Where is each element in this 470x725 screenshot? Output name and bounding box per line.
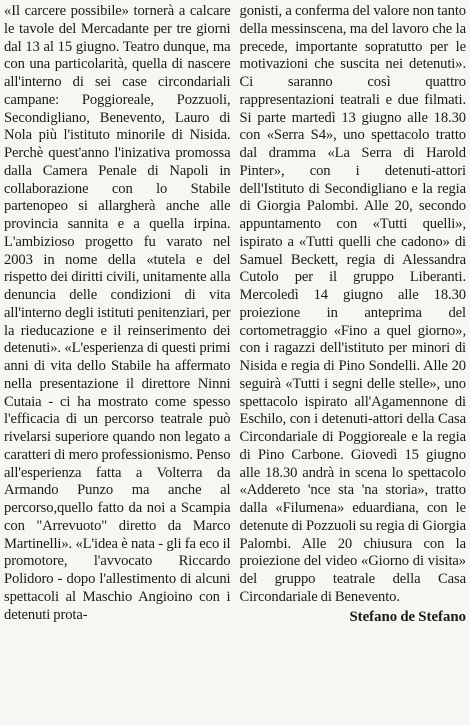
article-column-1 (4, 3, 231, 725)
article-text-right: gonisti, a conferma del valore non tanto della messinscena, ma del lavoro che la precede, importante sopratutto per le motivazioni che suscita nei detenuti». Ci saranno così quattro rappresentazioni teatrali e due filmati. Si parte martedì 13 giugno alle 18.30 con «Serra S4», uno spettacolo tratto dal dramma «La Serra di Harold Pinter», con i detenuti-attori dell'Istituto di Secondigliano e la regia di Giorgia Palombi. Alle 20, secondo appuntamento con «Tutti quelli», ispirato a «Tutti quelli che cadono» di Samuel Beckett, regia di Alessandra Cutolo per il gruppo Liberanti. Mercoledì 14 giugno alle 18.30 proiezione in anteprima del cortometraggio «Fino a quel giorno», con i ragazzi dell'istituto per minori di Nisida e regia di Pino Sondelli. Alle 20 seguirà «Tutti i segni delle stelle», uno spettacolo ispirato all'Agamennone di Eschilo, con i detenuti-attori della Casa Circondariale di Poggioreale e la regia di Pino Carbone. Giovedì 15 giugno alle 18.30 andrà in scena lo spettacolo «Addereto 'nce sta 'na storia», tratto dalla «Filumena» eduardiana, con le detenute di Pozzuoli su regia di Giorgia Palombi. Alle 20 chiusura con la proiezione del video «Giorno di visita» del gruppo teatrale della Casa Circondariale di Benevento. (239, 3, 466, 605)
article-text-left: «Il carcere possibile» tornerà a calcare le tavole del Mercadante per tre giorni dal 13 al 15 giugno. Teatro dunque, ma con una particolarità, quella di nascere all'interno di sei case circondariali campane: Poggioreale, Pozzuoli, Secondigliano, Benevento, Lauro di Nola più l'istituto minorile di Nisida. Perchè quest'anno l'inizativa promossa dalla Camera Penale di Napoli in collaborazione con lo Stabile partenopeo si allargherà anche alle provincia sannita e a quella irpina. L'ambizioso progetto fu varato nel 2003 in nome della «tutela e del rispetto dei diritti civili, unitamente alla denuncia delle condizioni di vita all'interno degli istituti penitenziari, per la rieducazione e il reinserimento dei detenuti». «L'esperienza di questi primi anni di vita dello Stabile ha affermato nella presentazione il direttore Ninni Cutaia - ci ha mostrato come spesso l'efficacia di un percorso teatrale può rivelarsi superiore quando non legato a caratteri di mero professionismo. Penso all'esperienza fatta a Volterra da Armando Punzo ma anche al percorso,quello fatto da noi a Scampia con "Arrevuoto" diretto da Marco Martinelli». «L'idea è nata - gli fa eco il promotore, l'avvocato Riccardo Polidoro - dopo l'allestimento di alcuni spettacoli al Maschio Angioino con i detenuti prota- (4, 3, 231, 623)
author-byline: Stefano de Stefano (349, 608, 466, 625)
article-column-2 (240, 3, 467, 725)
